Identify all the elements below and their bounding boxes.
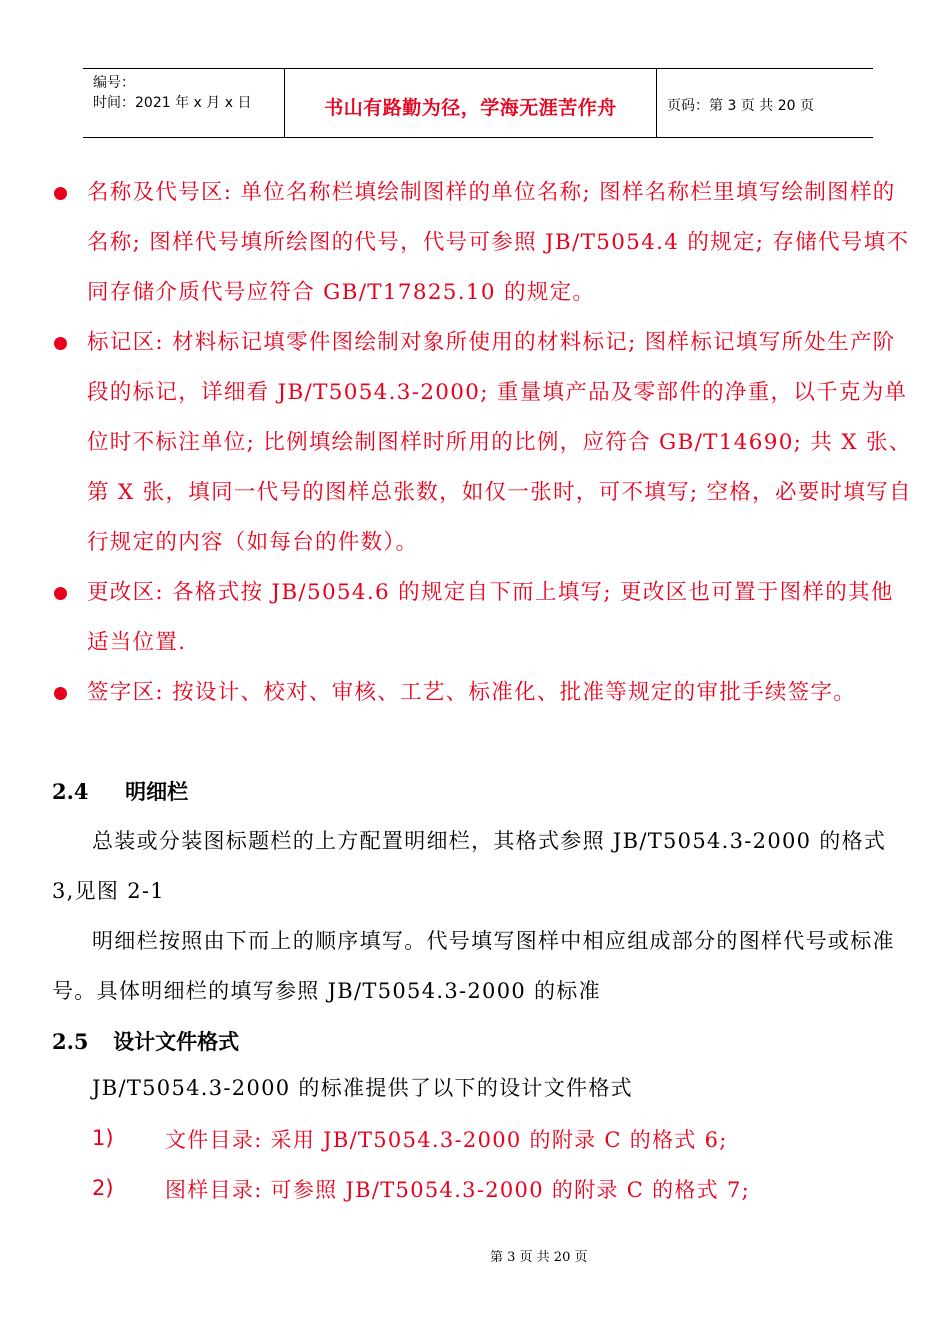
section-title: 设计文件格式 [113, 1029, 240, 1054]
section-heading-2-4 [52, 776, 188, 806]
bullet-list [52, 168, 912, 718]
page-header [83, 68, 873, 138]
section-title: 明细栏 [125, 779, 189, 804]
header-page-number: 页码：第 3 页 共 20 页 [667, 98, 814, 114]
section-heading-2-5 [52, 1026, 239, 1056]
list-item-number: 1) [92, 1126, 114, 1150]
document-number-label: 编号： [93, 75, 135, 91]
bullet-item [52, 168, 912, 318]
list-item-text: 文件目录: 采用 JB/T5054.3-2000 的附录 C 的格式 6; [165, 1128, 728, 1152]
header-motto: 书山有路勤为径，学海无涯苦作舟 [324, 97, 617, 119]
section-number: 2.5 [52, 1029, 89, 1054]
list-item-text: 图样目录: 可参照 JB/T5054.3-2000 的附录 C 的格式 7; [165, 1178, 750, 1202]
bullet-dot-icon [54, 687, 67, 700]
header-meta-cell [83, 69, 285, 137]
bullet-text: 标记区: 材料标记填零件图绘制对象所使用的材料标记; 图样标记填写所处生产阶段的标记，详细看 JB/T5054.3-2000; 重量填产品及零部件的净重，以千克为单位时不标注单位; 比例填绘制图样时所用的比例，应符合 GB/T14690; 共 X 张、第 X 张，填同一代号的图样总张数，如仅一张时，可不填写; 空格，必要时填写自行规定的内容（如每台的件数）。 [87, 330, 912, 555]
section-number: 2.4 [52, 779, 89, 804]
bullet-dot-icon [54, 187, 67, 200]
bullet-text: 更改区: 各格式按 JB/5054.6 的规定自下而上填写; 更改区也可置于图样的其他适当位置. [87, 580, 894, 655]
header-motto-cell [285, 69, 657, 137]
header-page-cell [657, 69, 873, 137]
section-2-4-paragraph-2: 明细栏按照由下而上的顺序填写。代号填写图样中相应组成部分的图样代号或标准号。具体明细栏的填写参照 JB/T5054.3-2000 的标准 [52, 929, 895, 1003]
bullet-text: 签字区: 按设计、校对、审核、工艺、标准化、批准等规定的审批手续签字。 [87, 680, 857, 705]
document-time-label: 时间：2021 年 x 月 x 日 [93, 95, 252, 111]
bullet-item [52, 568, 912, 668]
list-item-number: 2) [92, 1176, 114, 1200]
page-footer: 第 3 页 共 20 页 [490, 1250, 588, 1265]
section-2-5-intro: JB/T5054.3-2000 的标准提供了以下的设计文件格式 [92, 1076, 633, 1100]
bullet-item [52, 668, 912, 718]
bullet-dot-icon [54, 337, 67, 350]
bullet-item [52, 318, 912, 568]
bullet-dot-icon [54, 587, 67, 600]
section-2-4-paragraph-1: 总装或分装图标题栏的上方配置明细栏，其格式参照 JB/T5054.3-2000 的格式 3,见图 2-1 [52, 829, 887, 903]
bullet-text: 名称及代号区: 单位名称栏填绘制图样的单位名称; 图样名称栏里填写绘制图样的名称; 图样代号填所绘图的代号，代号可参照 JB/T5054.4 的规定; 存储代号填不同存储介质代号应符合 GB/T17825.10 的规定。 [87, 180, 910, 305]
